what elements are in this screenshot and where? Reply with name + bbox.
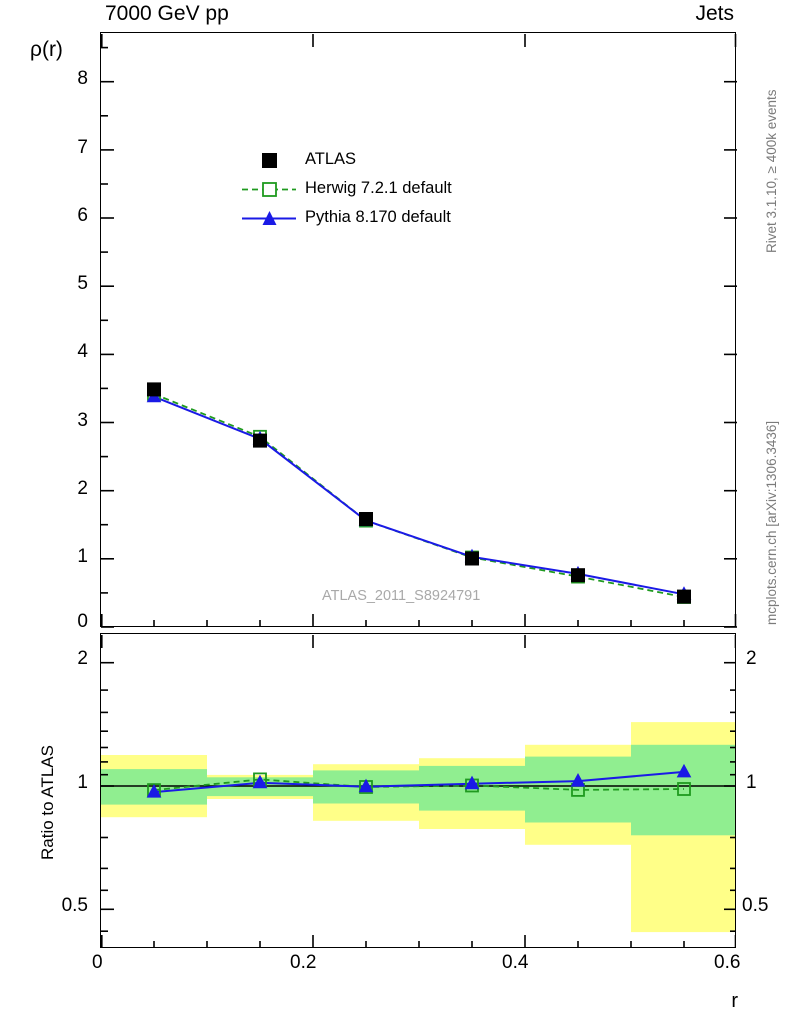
ratio-plot-svg <box>101 634 736 948</box>
header-beam-label: 7000 GeV pp <box>105 2 229 25</box>
ytick-ratio-2-left: 2 <box>77 648 88 669</box>
legend-marker-triangle-filled-icon <box>241 204 297 233</box>
series-markers-herwig <box>148 388 690 603</box>
ytick-main-7: 7 <box>77 137 88 158</box>
series-markers-pythia <box>148 390 691 600</box>
arxiv-reference-caption: mcplots.cern.ch [arXiv:1306.3436] <box>764 420 779 625</box>
ytick-main-4: 4 <box>77 341 88 362</box>
main-plot-panel <box>100 32 736 627</box>
ytick-main-8: 8 <box>77 68 88 89</box>
xtick-3: 0.6 <box>714 952 741 973</box>
ytick-ratio-05-left: 0.5 <box>61 895 88 916</box>
legend-label-atlas: ATLAS <box>305 150 357 168</box>
ytick-main-6: 6 <box>77 205 88 226</box>
ytick-main-0: 0 <box>77 611 88 632</box>
y-axis-label-main: ρ(r) <box>30 38 63 61</box>
series-markers-atlas <box>147 382 691 603</box>
legend-marker-square-filled-icon <box>241 146 297 175</box>
x-axis-label: r <box>731 990 738 1012</box>
legend-label-pythia: Pythia 8.170 default <box>305 208 451 226</box>
xtick-0: 0 <box>92 952 103 973</box>
header-category-label: Jets <box>695 2 734 25</box>
ytick-ratio-05-right: 0.5 <box>742 895 769 916</box>
y-axis-ticks-main <box>101 48 737 627</box>
ytick-ratio-2-right: 2 <box>746 648 757 669</box>
legend-marker-square-open-icon <box>241 175 297 204</box>
ytick-ratio-1-left: 1 <box>77 772 88 793</box>
ratio-plot-panel <box>100 633 736 948</box>
ytick-main-1: 1 <box>77 546 88 567</box>
series-line-herwig <box>154 394 684 597</box>
ytick-ratio-1-right: 1 <box>746 772 757 793</box>
ytick-main-2: 2 <box>77 478 88 499</box>
rivet-version-caption: Rivet 3.1.10, ≥ 400k events <box>764 89 779 253</box>
main-plot-svg <box>101 33 737 628</box>
xtick-2: 0.4 <box>502 952 529 973</box>
ytick-main-3: 3 <box>77 410 88 431</box>
y-axis-label-ratio: Ratio to ATLAS <box>38 745 57 860</box>
xtick-1: 0.2 <box>290 952 317 973</box>
legend-label-herwig: Herwig 7.2.1 default <box>305 179 452 197</box>
analysis-watermark: ATLAS_2011_S8924791 <box>322 588 481 604</box>
ytick-main-5: 5 <box>77 273 88 294</box>
